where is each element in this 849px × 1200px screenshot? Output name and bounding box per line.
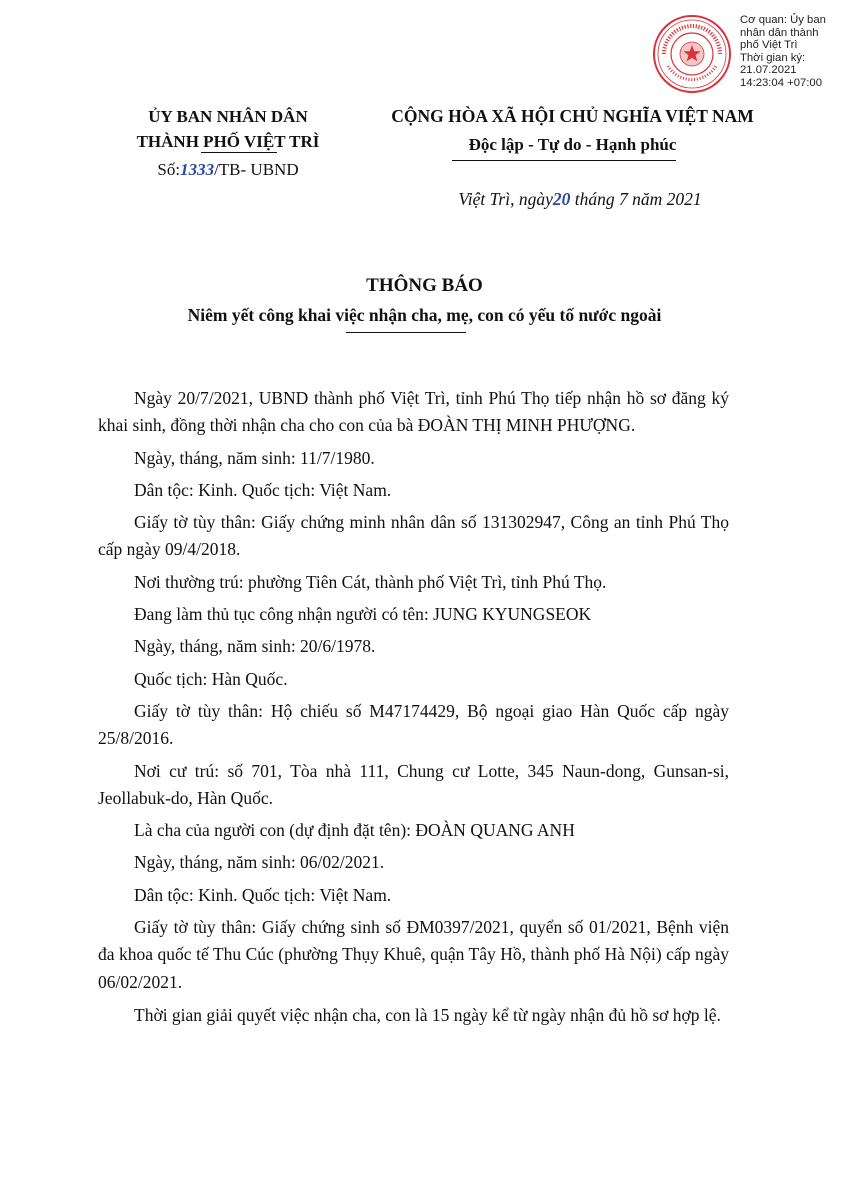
- paragraph: Thời gian giải quyết việc nhận cha, con là 15 ngày kể từ ngày nhận đủ hồ sơ hợp lệ.: [134, 1004, 721, 1025]
- paragraph: Ngày, tháng, năm sinh: 06/02/2021.: [134, 852, 385, 873]
- digital-signature-seal: [652, 14, 732, 94]
- paragraph: Giấy tờ tùy thân: Giấy chứng minh nhân dân số 131302947, Công an tỉnh Phú Thọ cấp ngày 09/4/2018.: [98, 512, 729, 560]
- signature-line: nhân dân thành: [740, 26, 819, 39]
- document-date: [380, 189, 780, 210]
- paragraph: Dân tộc: Kinh. Quốc tịch: Việt Nam.: [134, 479, 392, 500]
- issuing-agency: [98, 104, 358, 154]
- signature-line: Cơ quan: Ủy ban: [740, 14, 826, 26]
- agency-underline: [201, 152, 277, 153]
- paragraph: Quốc tịch: Hàn Quốc.: [134, 668, 288, 689]
- agency-line-2: THÀNH PHỐ VIỆT TRÌ: [136, 132, 320, 151]
- document-title: THÔNG BÁO: [366, 275, 483, 296]
- document-body: [98, 385, 729, 1029]
- national-title: CỘNG HÒA XÃ HỘI CHỦ NGHĨA VIỆT NAM: [391, 106, 754, 126]
- paragraph: Nơi thường trú: phường Tiên Cát, thành phố Việt Trì, tỉnh Phú Thọ.: [134, 571, 607, 592]
- paragraph: Đang làm thủ tục công nhận người có tên: JUNG KYUNGSEOK: [134, 604, 592, 625]
- paragraph: Ngày, tháng, năm sinh: 11/7/1980.: [134, 447, 375, 468]
- date-suffix: tháng 7 năm 2021: [570, 189, 702, 209]
- handwritten-number: 1333: [180, 160, 215, 179]
- number-suffix: /TB- UBND: [214, 160, 299, 179]
- agency-line-1: ỦY BAN NHÂN DÂN: [148, 107, 308, 126]
- signature-line: Thời gian ký:: [740, 51, 806, 64]
- paragraph: Nơi cư trú: số 701, Tòa nhà 111, Chung cư Lotte, 345 Naun-dong, Gunsan-si, Jeollabuk-do, Hàn Quốc.: [98, 760, 729, 808]
- document-number: [98, 157, 358, 182]
- subtitle-underline: [346, 332, 466, 333]
- date-prefix: Việt Trì, ngày: [458, 189, 553, 209]
- paragraph: Ngày, tháng, năm sinh: 20/6/1978.: [134, 636, 376, 657]
- national-motto: Độc lập - Tự do - Hạnh phúc: [468, 135, 677, 154]
- paragraph: Là cha của người con (dự định đặt tên): ĐOÀN QUANG ANH: [134, 820, 575, 841]
- signature-line: 21.07.2021: [740, 64, 797, 77]
- signature-line: phố Việt Trì: [740, 39, 798, 52]
- document-subtitle: Niêm yết công khai việc nhận cha, mẹ, con có yếu tố nước ngoài: [187, 305, 662, 325]
- paragraph: Ngày 20/7/2021, UBND thành phố Việt Trì, tỉnh Phú Thọ tiếp nhận hồ sơ đăng ký khai sinh, đồng thời nhận cha cho con của bà ĐOÀN THỊ MINH PHƯỢNG.: [98, 388, 729, 436]
- signature-line: 14:23:04 +07:00: [740, 76, 822, 89]
- number-label: Số:: [157, 160, 181, 179]
- paragraph: Dân tộc: Kinh. Quốc tịch: Việt Nam.: [134, 884, 392, 905]
- motto-underline: [452, 160, 676, 161]
- handwritten-day: 20: [552, 189, 571, 209]
- signature-info: [740, 14, 848, 90]
- paragraph: Giấy tờ tùy thân: Giấy chứng sinh số ĐM0397/2021, quyển số 01/2021, Bệnh viện đa khoa quốc tế Thu Cúc (phường Thụy Khuê, quận Tây Hồ, thành phố Hà Nội) cấp ngày 06/02/2021.: [98, 917, 729, 992]
- paragraph: Giấy tờ tùy thân: Hộ chiếu số M47174429, Bộ ngoại giao Hàn Quốc cấp ngày 25/8/2016.: [98, 700, 729, 749]
